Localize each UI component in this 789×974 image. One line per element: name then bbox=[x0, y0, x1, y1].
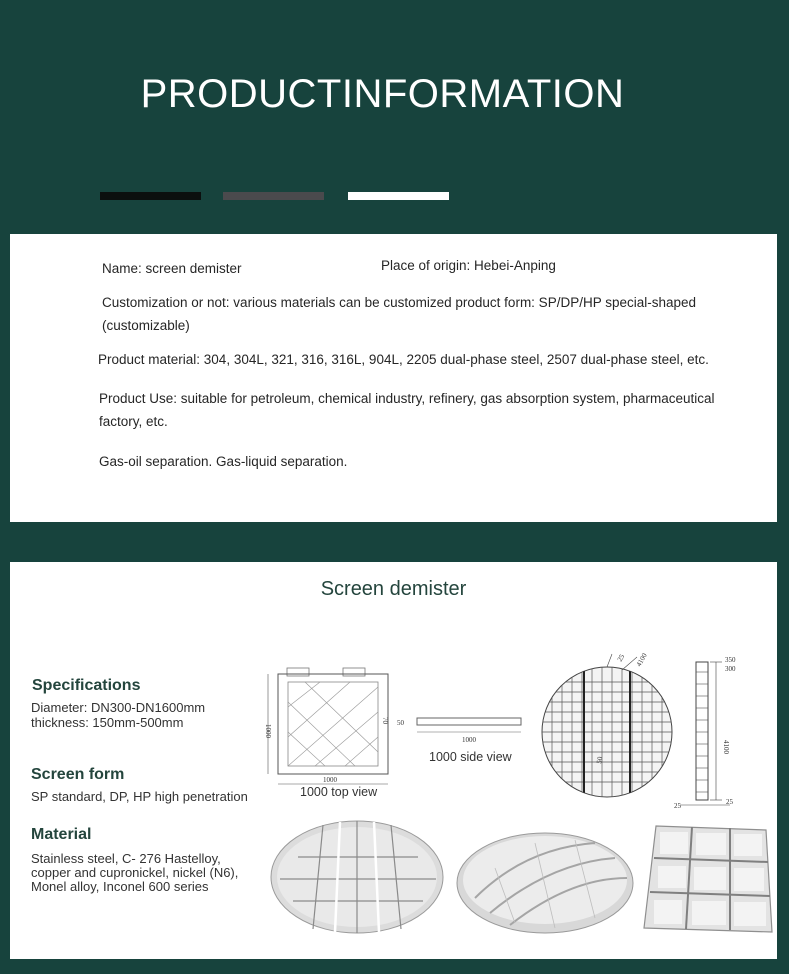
top-view-caption: 1000 top view bbox=[300, 785, 378, 799]
info-customization-line2: (customizable) bbox=[102, 318, 190, 333]
info-customization-line1: Customization or not: various materials can be customized product form: SP/DP/HP special-shaped bbox=[102, 295, 697, 310]
product-detail-card bbox=[10, 562, 777, 959]
bar-4100-label: 4100 bbox=[722, 740, 730, 754]
divider-black bbox=[100, 192, 201, 200]
bar-25-left-label: 25 bbox=[674, 802, 681, 810]
bar-25-right-label: 25 bbox=[726, 798, 733, 806]
screen-form-line1: SP standard, DP, HP high penetration bbox=[31, 789, 248, 804]
side-width-label: 1000 bbox=[462, 736, 476, 744]
info-material: Product material: 304, 304L, 321, 316, 316L, 904L, 2205 dual-phase steel, 2507 dual-phase steel, etc. bbox=[98, 352, 709, 367]
page-title: PRODUCTINFORMATION bbox=[140, 72, 625, 116]
material-title: Material bbox=[31, 826, 92, 843]
specifications-line1: Diameter: DN300-DN1600mm bbox=[31, 700, 206, 715]
square-demister-photo bbox=[638, 820, 776, 940]
side-view-caption: 1000 side view bbox=[429, 750, 512, 764]
material-line2: copper and cupronickel, nickel (N6), bbox=[31, 865, 239, 880]
side-left-label: 50 bbox=[397, 719, 404, 727]
material-line3: Monel alloy, Inconel 600 series bbox=[31, 879, 209, 894]
material-line1: Stainless steel, C- 276 Hastelloy, bbox=[31, 851, 221, 866]
angled-demister-photo bbox=[455, 828, 635, 938]
screen-form-title: Screen form bbox=[31, 766, 125, 783]
divider-gray bbox=[223, 192, 324, 200]
info-use-line1: Product Use: suitable for petroleum, chemical industry, refinery, gas absorption system, pharmaceutical bbox=[99, 391, 715, 406]
bar-300-label: 300 bbox=[725, 665, 736, 673]
product-info-card bbox=[10, 234, 777, 522]
product-heading: Screen demister bbox=[320, 578, 467, 600]
divider-white bbox=[348, 192, 449, 200]
circle-25-label: 25 bbox=[615, 652, 627, 663]
round-demister-photo bbox=[268, 817, 446, 937]
side-view-drawing bbox=[395, 710, 525, 750]
info-name: Name: screen demister bbox=[102, 261, 242, 276]
info-origin: Place of origin: Hebei-Anping bbox=[381, 258, 556, 273]
circle-4100-label: 4100 bbox=[634, 652, 649, 668]
top-height-label: 1000 bbox=[264, 724, 272, 738]
info-use-line2: factory, etc. bbox=[99, 414, 168, 429]
vertical-bar-drawing bbox=[670, 652, 760, 812]
top-width-label: 1000 bbox=[323, 776, 337, 784]
circle-plan-drawing bbox=[537, 652, 677, 807]
specifications-title: Specifications bbox=[32, 677, 141, 694]
specifications-line2: thickness: 150mm-500mm bbox=[31, 715, 184, 730]
top-view-drawing bbox=[260, 662, 400, 792]
bar-350-label: 350 bbox=[725, 656, 736, 664]
circle-inner-label: 50 bbox=[595, 756, 605, 765]
info-separation: Gas-oil separation. Gas-liquid separation. bbox=[99, 454, 348, 469]
top-right-label: 70 bbox=[381, 717, 389, 724]
